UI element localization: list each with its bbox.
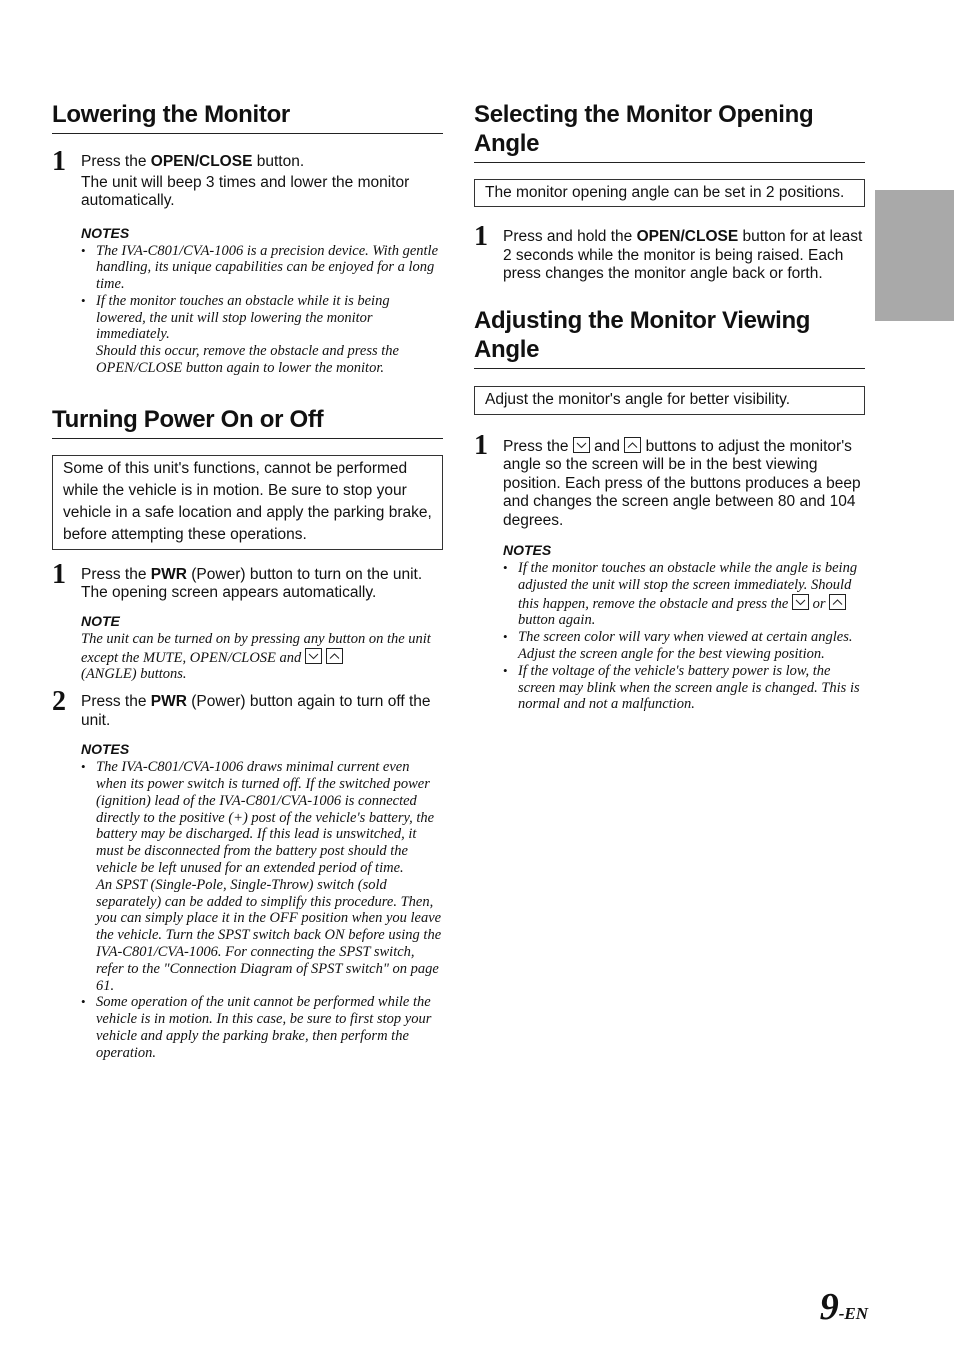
note-item: • Some operation of the unit cannot be performed while the vehicle is in motion. In this case, be sure to first stop your vehicle and apply the parking brake, then perform the operation. — [81, 994, 443, 1061]
note-item — [503, 560, 865, 629]
chevron-down-icon — [305, 648, 322, 664]
page-number-value: 9 — [819, 1286, 839, 1328]
section-title: Adjusting the Monitor Viewing Angle — [474, 306, 865, 369]
page-number-suffix: -EN — [838, 1304, 868, 1323]
chevron-down-icon — [792, 594, 809, 610]
right-column — [474, 100, 865, 713]
step-text-pre: Press the — [503, 437, 569, 455]
section-title: Turning Power On or Off — [52, 405, 443, 439]
button-name: PWR — [150, 693, 187, 711]
step-1 — [474, 429, 865, 531]
note-item — [81, 293, 443, 377]
note-text: If the monitor touches an obstacle while the angle is being adjusted the unit will stop the screen immediately. Should this happen, remove the obstacle and press the — [518, 560, 858, 612]
chevron-up-icon — [326, 648, 343, 664]
notes-title: NOTES — [81, 224, 130, 241]
page-number — [820, 1285, 868, 1329]
step-text-post: button. — [252, 153, 305, 170]
chevron-up-icon — [624, 437, 641, 453]
step-number: 1 — [474, 221, 488, 252]
step-text-pre: Press and hold the — [503, 228, 637, 245]
button-name: PWR — [150, 565, 187, 583]
notes-title: NOTES — [81, 741, 130, 758]
section-turning-power — [52, 405, 443, 1062]
button-name: OPEN/CLOSE — [150, 153, 253, 170]
step-number: 1 — [474, 429, 488, 461]
chevron-up-icon — [829, 594, 846, 610]
step-text-mid: and — [594, 437, 620, 455]
step-number: 1 — [52, 558, 66, 590]
section-viewing-angle — [474, 306, 865, 714]
step-text-line2: The unit will beep 3 times and lower the monitor automatically. — [81, 173, 410, 209]
note-text — [81, 631, 443, 683]
step-number: 1 — [52, 146, 66, 177]
step-text-post: button for at least 2 seconds while the monitor is being raised. Each press changes the monitor angle back or forth. — [503, 228, 863, 282]
step-1 — [474, 221, 865, 284]
note-item: • The IVA-C801/CVA-1006 is a precision device. With gentle handling, its unique capabilities can be enjoyed for a long time. — [81, 243, 443, 293]
note-item — [81, 759, 443, 994]
notes-list — [503, 560, 865, 713]
note-text-post: (ANGLE) buttons. — [81, 666, 187, 683]
note-text: The IVA-C801/CVA-1006 draws minimal current even when its power switch is turned off. If the switched power (ignition) lead of the IVA-C801/CVA-1006 is connected directly to the positive (+) post of the vehicle's battery, the battery may be discharged. If this lead is unswitched, it must be disconnected from the battery post should the vehicle be left unused for an extended period of time. — [96, 759, 435, 877]
info-box: The monitor opening angle can be set in 2 positions. — [474, 179, 865, 207]
step-text-post: (Power) button to turn on the unit. The opening screen appears automatically. — [81, 565, 423, 602]
section-opening-angle — [474, 100, 865, 284]
note-text-or: or — [812, 595, 826, 612]
note-text-pre: The unit can be turned on by pressing any button on the unit except the MUTE, OPEN/CLOSE and — [81, 630, 431, 666]
step-text-post: (Power) button again to turn off the unit. — [81, 693, 431, 729]
note-item: • The screen color will vary when viewed at certain angles. Adjust the screen angle for the best viewing position. — [503, 629, 865, 663]
note-item: • If the voltage of the vehicle's battery power is low, the screen may blink when the screen angle is changed. This is normal and not a malfunction. — [503, 663, 865, 713]
section-title: Lowering the Monitor — [52, 100, 443, 134]
note-text-end: button again. — [518, 612, 596, 629]
step-text-post: buttons to adjust the monitor's angle so the screen will be in the best viewing position. Each press of the buttons produces a beep and changes the screen angle between 80 and 104 degrees. — [503, 437, 861, 529]
step-number: 2 — [52, 686, 66, 718]
info-box: Some of this unit's functions, cannot be performed while the vehicle is in motion. Be sure to stop your vehicle in a safe location and apply the parking brake, before attempting these operations. — [52, 455, 443, 550]
notes-list — [81, 759, 443, 1061]
button-name: OPEN/CLOSE — [636, 228, 739, 245]
step-1 — [52, 146, 443, 211]
step-text-pre: Press the — [81, 153, 151, 170]
step-1 — [52, 558, 443, 603]
section-title: Selecting the Monitor Opening Angle — [474, 100, 865, 163]
note-title: NOTE — [81, 612, 120, 629]
step-text-pre: Press the — [81, 693, 151, 711]
chevron-down-icon — [573, 437, 590, 453]
note-continuation: Should this occur, remove the obstacle and press the OPEN/CLOSE button again to lower the monitor. — [96, 343, 399, 377]
notes-title: NOTES — [503, 542, 552, 558]
notes-list — [81, 243, 443, 377]
note-continuation: An SPST (Single-Pole, Single-Throw) switch (sold separately) can be added to simplify this procedure. Then, you can simply place it in the OFF position when you leave the vehicle. Turn the SPST switch back ON before using the IVA-C801/CVA-1006. For connecting the SPST switch, refer to the "Connection Diagram of SPST switch" on page 61. — [96, 876, 442, 994]
left-column — [52, 100, 443, 1062]
side-tab-marker — [875, 190, 954, 321]
step-text-pre: Press the — [81, 565, 151, 583]
step-2 — [52, 686, 443, 730]
section-lowering-monitor — [52, 100, 443, 377]
note-text: If the monitor touches an obstacle while it is being lowered, the unit will stop lowering the monitor immediately. — [96, 292, 390, 343]
info-box: Adjust the monitor's angle for better visibility. — [474, 386, 865, 415]
